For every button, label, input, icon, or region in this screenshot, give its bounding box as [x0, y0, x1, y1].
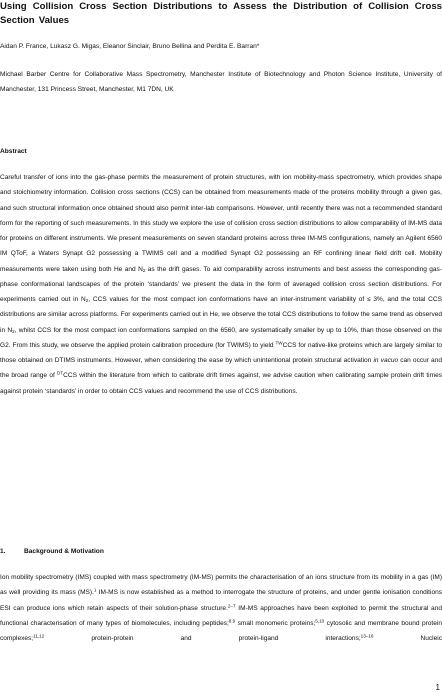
- abstract-text: can occur and the broad range of: [0, 357, 442, 380]
- body-text: cytosolic and membrane bound protein complexes;: [0, 619, 442, 642]
- italic-term: in vacuo: [373, 357, 399, 364]
- citation-ref: 13–16: [360, 633, 374, 639]
- section-number: 1.: [0, 548, 6, 555]
- abstract-text: CCS for native-like proteins which are largely similar to those obtained on DTIMS instruments. However, when considering the ease by which unintentional protein structural activation: [0, 341, 442, 364]
- abstract-text: as the drift gases. To aid comparability across instruments and best assess the corresponding gas-phase conformational landscapes of the protein ‘standards’ we present the data in the form of averaged collision cross section distributions. For experiments carried out in N: [0, 265, 442, 303]
- author-affiliation: Michael Barber Centre for Collaborative Mass Spectrometry, Manchester Institute of Biotechnology and Photon Science Institute, University of Manchester, 131 Princess Street, Manchester, M1 7DN, UK: [0, 71, 442, 93]
- body-text: IM-MS is now established as a method to interrogate the structure of proteins, and under gentle ionisation conditions ESI can produce ions which retain aspects of their solution-phase structure.: [0, 589, 442, 612]
- abstract-text: , whilst CCS for the most compact ion conformations sampled on the 6560, are systematically smaller by up to 10%, than those observed on the G2. From this study, we observe the applied protein calibration procedure (for TWIMS) to yield: [0, 326, 442, 349]
- abstract-text: Careful transfer of ions into the gas-phase permits the measurement of protein structures, with ion mobility-mass spectrometry, which provides shape and stoichiometry information. Collision cross sections (CCS) can be obtained from measurements made of the proteins mobility through a given gas, and such structural information once obtained should also permit inter-lab comparisons. However, until recently there was not a recommended standard form for the reporting of such measurements. In this study we explore the use of collision cross section distributions to allow comparability of IM-MS data for proteins on different instruments. We present measurements on seven standard proteins across three IM-MS configurations, namely an Agilent 6560 IM QToF, a Waters Synapt G2 possessing a TWIMS cell and a modified Synapt G2 possessing an RF confining linear field drift cell. Mobility measurements were taken using both He and N: [0, 174, 442, 273]
- body-text: Ion mobility spectrometry (IMS) coupled with mass spectrometry (IM-MS) permits the characterisation of an ions structure from its mobility in a gas (IM) as well providing its mass (MS).: [0, 574, 442, 597]
- body-text: protein-protein and protein-ligand interactions;: [44, 635, 361, 642]
- abstract-text: CCS within the literature from which to calibrate drift times against, we advise caution when calibrating sample protein drift times against protein ‘standards’ in order to obtain CCS values and recommend the use of CCS distributions.: [0, 372, 442, 395]
- body-text: Nucleic: [373, 635, 442, 642]
- subscript: 2: [85, 298, 89, 304]
- section-heading: [0, 548, 104, 555]
- body-text: IM-MS approaches have been exploited to permit the structural and functional characterisation of many types of biomolecules, including peptides;: [0, 604, 442, 627]
- page-number: 1: [435, 683, 440, 692]
- subscript: 2: [142, 267, 146, 273]
- citation-ref: 5,10: [315, 618, 325, 624]
- abstract-paragraph: [0, 170, 442, 399]
- citation-ref: 8,9: [228, 618, 236, 624]
- body-paragraph: [0, 570, 442, 646]
- author-list: Aidan P. France, Lukasz G. Migas, Eleanor Sinclair, Bruno Bellina and Perdita E. Barran*: [0, 43, 260, 50]
- citation-ref: 11,12: [33, 633, 45, 639]
- citation-ref: 1: [93, 587, 97, 593]
- abstract-text: , CCS values for the most compact ion conformations have an inter-instrument variability of ≤ 3%, and the total CCS distributions are similar across platforms. For experiments carried out in He, we observe the total CCS distributions to follow the same trend as observed in N: [0, 296, 442, 334]
- abstract-heading: Abstract: [0, 148, 27, 155]
- superscript: TW: [275, 340, 283, 346]
- section-title: Background & Motivation: [24, 548, 104, 555]
- superscript: DT: [57, 370, 64, 376]
- subscript: 2: [12, 328, 15, 334]
- paper-title: Using Collision Cross Section Distributions to Assess the Distribution of Collision Cross Section Values: [0, 1, 442, 26]
- body-text: small monomeric proteins;: [235, 619, 316, 627]
- citation-ref: 2–7: [227, 602, 236, 608]
